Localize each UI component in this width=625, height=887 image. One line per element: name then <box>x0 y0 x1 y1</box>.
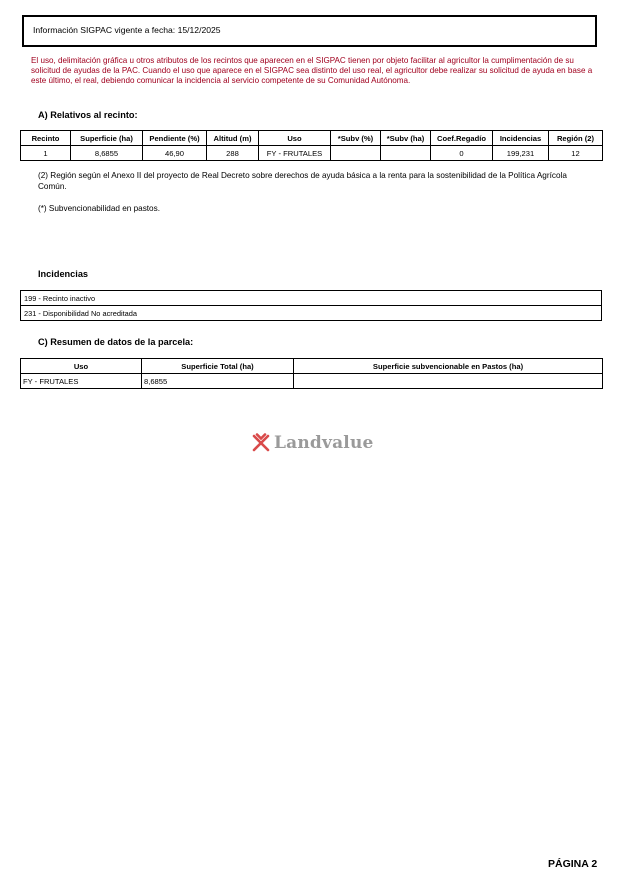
table-row <box>21 146 603 161</box>
table-cell: 199,231 <box>493 146 549 161</box>
incidencia-text: 199 - Recinto inactivo <box>21 291 602 306</box>
landvalue-logo-text: Landvalue <box>274 433 374 453</box>
table-cell: 8,6855 <box>71 146 143 161</box>
column-header: Uso <box>259 131 331 146</box>
column-header: *Subv (%) <box>331 131 381 146</box>
column-header: Coef.Regadío <box>431 131 493 146</box>
subv-footnote: (*) Subvencionabilidad en pastos. <box>38 204 160 213</box>
incidencias-title: Incidencias <box>38 269 89 279</box>
sigpac-date-text: Información SIGPAC vigente a fecha: 15/12/2025 <box>33 25 221 35</box>
table-cell: 288 <box>207 146 259 161</box>
region-footnote: (2) Región según el Anexo II del proyecto de Real Decreto sobre derechos de ayuda básica a la renta para la sostenibilidad de la Política Agrícola Común. <box>38 171 567 191</box>
table-cell <box>381 146 431 161</box>
incidencias-table <box>20 290 602 321</box>
column-header: Región (2) <box>549 131 603 146</box>
usage-notice: El uso, delimitación gráfica u otros atributos de los recintos que aparecen en el SIGPAC tienen por objeto facilitar al agricultor la cumplimentación de su solicitud de ayudas de la PAC. Cuando el uso que aparece en el SIGPAC sea distinto del uso real, el agricultor debe realizar su solicitud de ayuda en base a este último, el real, debiendo comunicar la incidencia al servicio competente de su Comunidad Autónoma. <box>31 56 593 86</box>
table-cell: 12 <box>549 146 603 161</box>
list-item <box>21 306 602 321</box>
column-header: Altitud (m) <box>207 131 259 146</box>
table-cell: FY - FRUTALES <box>21 374 142 389</box>
summary-table-header <box>21 359 603 374</box>
table-cell: 0 <box>431 146 493 161</box>
table-cell <box>331 146 381 161</box>
column-header: Uso <box>21 359 142 374</box>
section-a-title: A) Relativos al recinto: <box>38 110 138 120</box>
landvalue-logo <box>251 432 374 454</box>
column-header: Pendiente (%) <box>143 131 207 146</box>
column-header: Incidencias <box>493 131 549 146</box>
table-cell: 1 <box>21 146 71 161</box>
section-c-title: C) Resumen de datos de la parcela: <box>38 337 194 347</box>
column-header: *Subv (ha) <box>381 131 431 146</box>
table-cell <box>294 374 603 389</box>
landvalue-logo-mark-icon <box>251 433 271 453</box>
column-header: Superficie (ha) <box>71 131 143 146</box>
table-cell: FY - FRUTALES <box>259 146 331 161</box>
incidencia-text: 231 - Disponibilidad No acreditada <box>21 306 602 321</box>
parcela-summary-table <box>20 358 603 389</box>
page-number: PÁGINA 2 <box>548 858 598 870</box>
column-header: Superficie Total (ha) <box>142 359 294 374</box>
sigpac-date-header <box>22 15 597 47</box>
table-cell: 8,6855 <box>142 374 294 389</box>
list-item <box>21 291 602 306</box>
column-header: Recinto <box>21 131 71 146</box>
column-header: Superficie subvencionable en Pastos (ha) <box>294 359 603 374</box>
table-row <box>21 374 603 389</box>
recinto-table <box>20 130 603 161</box>
recinto-table-header <box>21 131 603 146</box>
table-cell: 46,90 <box>143 146 207 161</box>
